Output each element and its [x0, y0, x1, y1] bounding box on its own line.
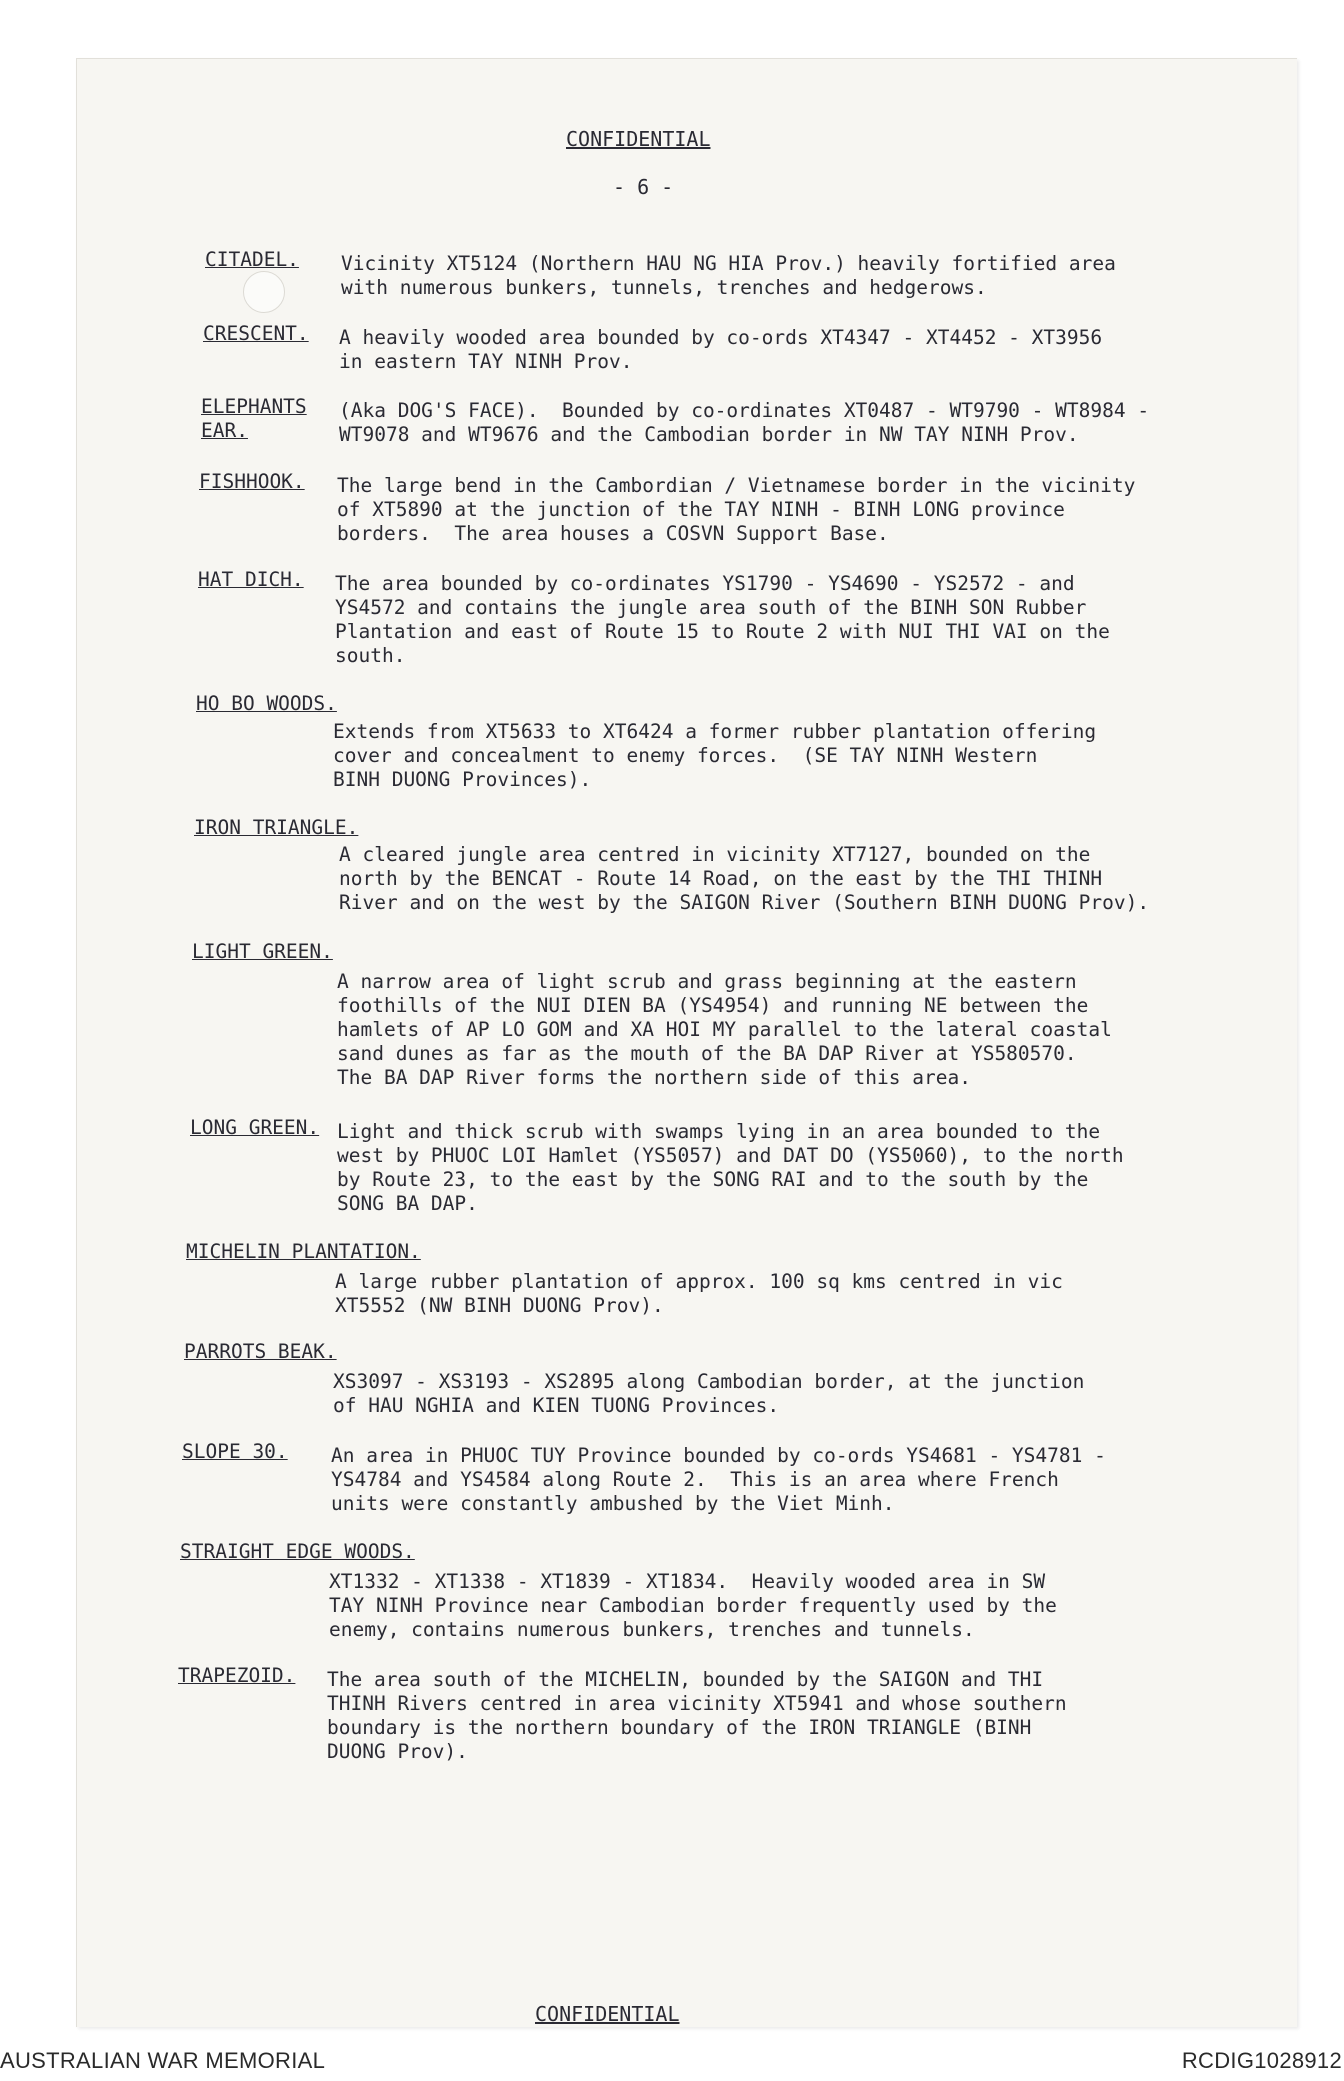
entry-line: hamlets of AP LO GOM and XA HOI MY parallel to the lateral coastal — [337, 1018, 1112, 1041]
entry-line: in eastern TAY NINH Prov. — [339, 350, 633, 373]
entry-line: Vicinity XT5124 (Northern HAU NG HIA Prov.) heavily fortified area — [341, 252, 1116, 275]
entry-line: The area south of the MICHELIN, bounded by the SAIGON and THI — [327, 1668, 1044, 1691]
entry-line: of XT5890 at the junction of the TAY NINH - BINH LONG province — [337, 498, 1065, 521]
entry-line: of HAU NGHIA and KIEN TUONG Provinces. — [333, 1394, 780, 1417]
entry-line: with numerous bunkers, tunnels, trenches and hedgerows. — [341, 276, 987, 299]
entry-term: CRESCENT. — [203, 322, 309, 345]
entry-term: SLOPE 30. — [182, 1440, 288, 1463]
entry-line: enemy, contains numerous bunkers, trenches and tunnels. — [329, 1618, 975, 1641]
entry-line: A cleared jungle area centred in vicinity XT7127, bounded on the — [339, 843, 1091, 866]
entry-line: west by PHUOC LOI Hamlet (YS5057) and DAT DO (YS5060), to the north — [337, 1144, 1124, 1167]
entry-line: XT5552 (NW BINH DUONG Prov). — [335, 1294, 664, 1317]
entry-term-line-2: EAR. — [201, 419, 248, 442]
entry-line: A large rubber plantation of approx. 100 sq kms centred in vic — [335, 1270, 1063, 1293]
entry-line: Plantation and east of Route 15 to Route 2 with NUI THI VAI on the — [335, 620, 1110, 643]
entry-line: DUONG Prov). — [327, 1740, 468, 1763]
entry-term: LONG GREEN. — [190, 1116, 320, 1139]
entry-term: CITADEL. — [205, 248, 299, 271]
entry-line: boundary is the northern boundary of the IRON TRIANGLE (BINH — [327, 1716, 1032, 1739]
entry-term-line-1: ELEPHANTS — [201, 395, 307, 418]
entry-line: YS4784 and YS4584 along Route 2. This is an area where French — [331, 1468, 1059, 1491]
entry-term: HO BO WOODS. — [196, 692, 337, 715]
entry-line: SONG BA DAP. — [337, 1192, 478, 1215]
entry-line: borders. The area houses a COSVN Support Base. — [337, 522, 889, 545]
entry-line: by Route 23, to the east by the SONG RAI and to the south by the — [337, 1168, 1089, 1191]
entry-line: The large bend in the Cambordian / Vietnamese border in the vicinity — [337, 474, 1136, 497]
entry-line: BINH DUONG Provinces). — [333, 768, 592, 791]
entry-line: north by the BENCAT - Route 14 Road, on the east by the THI THINH — [339, 867, 1103, 890]
entry-line: TAY NINH Province near Cambodian border frequently used by the — [329, 1594, 1057, 1617]
entry-line: XT1332 - XT1338 - XT1839 - XT1834. Heavily wooded area in SW — [329, 1570, 1046, 1593]
punch-hole — [243, 271, 285, 313]
entry-term: TRAPEZOID. — [178, 1664, 296, 1687]
entry-line: Light and thick scrub with swamps lying in an area bounded to the — [337, 1120, 1101, 1143]
entry-line: The area bounded by co-ordinates YS1790 - YS4690 - YS2572 - and — [335, 572, 1075, 595]
entry-term: LIGHT GREEN. — [192, 940, 333, 963]
classification-marking-top: CONFIDENTIAL — [566, 127, 711, 151]
entry-line: south. — [335, 644, 406, 667]
entry-term: PARROTS BEAK. — [184, 1340, 337, 1363]
entry-line: cover and concealment to enemy forces. (SE TAY NINH Western — [333, 744, 1038, 767]
entry-term: MICHELIN PLANTATION. — [186, 1240, 421, 1263]
entry-line: sand dunes as far as the mouth of the BA DAP River at YS580570. — [337, 1042, 1077, 1065]
entry-line: A narrow area of light scrub and grass beginning at the eastern — [337, 970, 1077, 993]
entry-term: IRON TRIANGLE. — [194, 816, 359, 839]
archive-caption-left: AUSTRALIAN WAR MEMORIAL — [0, 2048, 326, 2073]
entry-term: STRAIGHT EDGE WOODS. — [180, 1540, 415, 1563]
entry-line: YS4572 and contains the jungle area south of the BINH SON Rubber — [335, 596, 1087, 619]
entry-term: FISHHOOK. — [199, 470, 305, 493]
entry-line: XS3097 - XS3193 - XS2895 along Cambodian border, at the junction — [333, 1370, 1085, 1393]
entry-line: THINH Rivers centred in area vicinity XT5941 and whose southern — [327, 1692, 1067, 1715]
entry-line: WT9078 and WT9676 and the Cambodian border in NW TAY NINH Prov. — [339, 423, 1079, 446]
classification-marking-bottom: CONFIDENTIAL — [535, 2002, 680, 2026]
entry-line: An area in PHUOC TUY Province bounded by co-ords YS4681 - YS4781 - — [331, 1444, 1106, 1467]
entry-line: Extends from XT5633 to XT6424 a former rubber plantation offering — [333, 720, 1097, 743]
archive-caption-right: RCDIG1028912 — [1181, 2048, 1342, 2073]
entry-term: HAT DICH. — [198, 568, 304, 591]
page-number: - 6 - — [613, 175, 674, 199]
entry-line: (Aka DOG'S FACE). Bounded by co-ordinates XT0487 - WT9790 - WT8984 - — [339, 399, 1150, 422]
entry-line: units were constantly ambushed by the Viet Minh. — [331, 1492, 895, 1515]
entry-line: The BA DAP River forms the northern side of this area. — [337, 1066, 971, 1089]
entry-line: A heavily wooded area bounded by co-ords XT4347 - XT4452 - XT3956 — [339, 326, 1103, 349]
entry-line: foothills of the NUI DIEN BA (YS4954) and running NE between the — [337, 994, 1089, 1017]
entry-line: River and on the west by the SAIGON River (Southern BINH DUONG Prov). — [339, 891, 1150, 914]
